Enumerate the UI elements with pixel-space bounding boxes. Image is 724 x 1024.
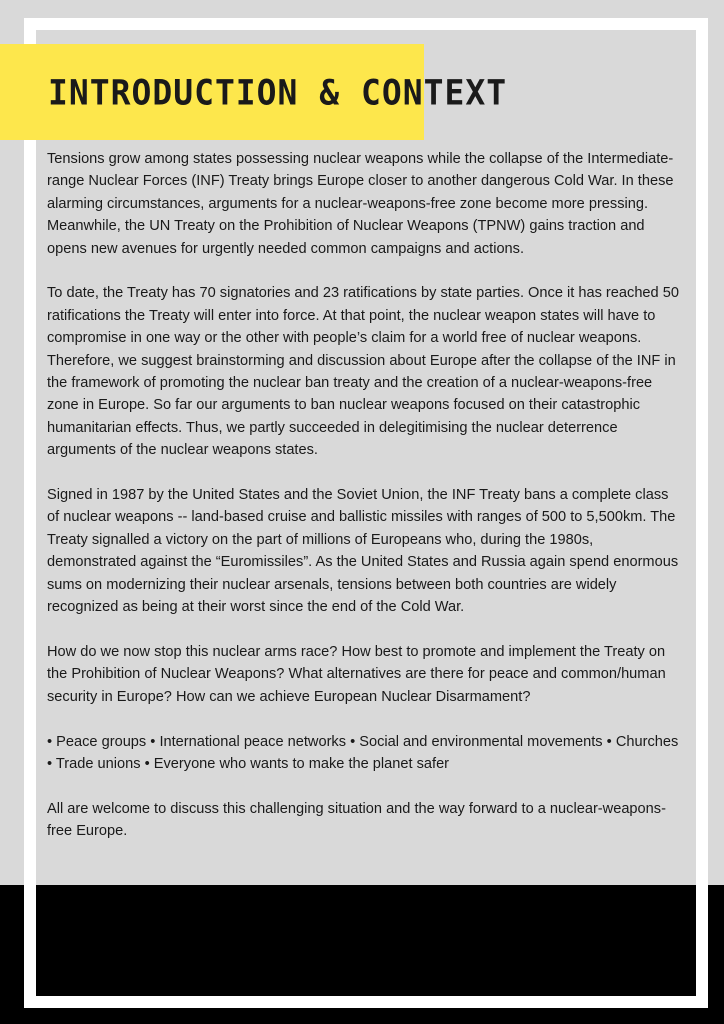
paragraph-questions: How do we now stop this nuclear arms race? How best to promote and implement the Treaty on the Prohibition of Nuclear Weapons? What alternatives are there for peace and common/human security in Europe? How can we achieve European Nuclear Disarmament?	[47, 643, 666, 705]
paragraph-intro: Tensions grow among states possessing nuclear weapons while the collapse of the Intermediate-range Nuclear Forces (INF) Treaty brings Europe closer to another dangerous Cold War. In these alarming circumstances, arguments for a nuclear-weapons-free zone become more pressing. Meanwhile, the UN Treaty on the Prohibition of Nuclear Weapons (TPNW) gains traction and opens new avenues for urgently needed common campaigns and actions.	[47, 151, 674, 257]
paragraph-treaty-status: To date, the Treaty has 70 signatories and 23 ratifications by state parties. Once it has reached 50 ratifications the Treaty will enter into force. At that point, the nuclear weapon states will have to compromise in one way or the other with people’s claim for a world free of nuclear weapons. Therefore, we suggest brainstorming and discussion about Europe after the collapse of the INF in the framework of promoting the nuclear ban treaty and the creation of a nuclear-weapons-free zone in Europe. So far our arguments to ban nuclear weapons focused on their catastrophic humanitarian effects. Thus, we partly succeeded in delegitimising the nuclear deterrence arguments of the nuclear weapons states.	[47, 285, 679, 459]
page-title: INTRODUCTION & CONTEXT	[48, 71, 508, 113]
paragraph-invitation: All are welcome to discuss this challenging situation and the way forward to a nuclear-weapons-free Europe.	[47, 800, 666, 840]
paragraph-audience-list: • Peace groups • International peace networks • Social and environmental movements • Churches • Trade unions • Everyone who wants to make the planet safer	[47, 733, 679, 772]
title-banner	[0, 44, 508, 140]
paragraph-inf-history: Signed in 1987 by the United States and the Soviet Union, the INF Treaty bans a complete class of nuclear weapons -- land-based cruise and ballistic missiles with ranges of 500 to 5,500km. The Treaty signalled a victory on the part of millions of Europeans who, during the 1980s, demonstrated against the “Euromissiles”. As the United States and Russia again spend enormous sums on modernizing their nuclear arsenals, tensions between both countries are widely recognized as being at their worst since the end of the Cold War.	[47, 487, 679, 616]
body-text	[47, 148, 683, 865]
